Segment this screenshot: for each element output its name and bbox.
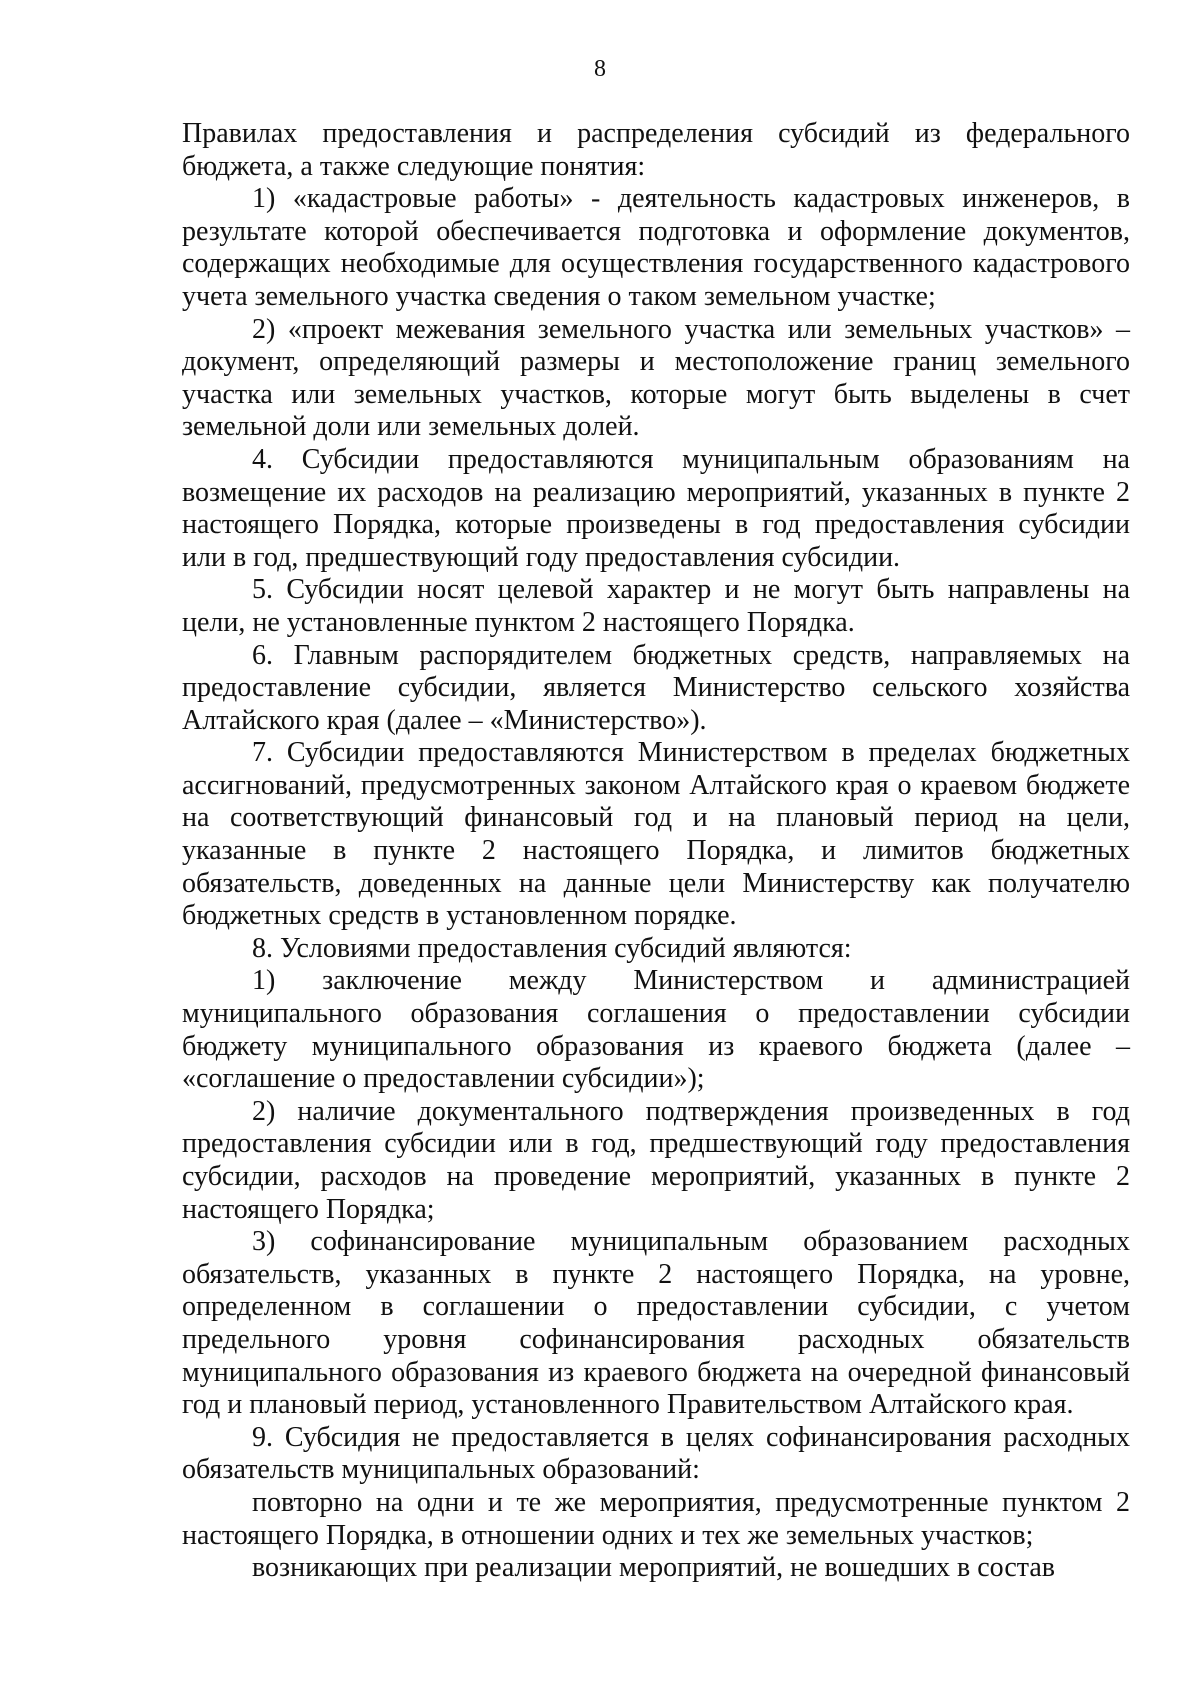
paragraph-intro-continuation: Правилах предоставления и распределения субсидий из федерального бюджета, а также следующие понятия: [182,118,1130,182]
paragraph-clause-6: 6. Главным распорядителем бюджетных средств, направляемых на предоставление субсидии, является Министерство сельского хозяйства Алтайского края (далее – «Министерство»). [182,639,1130,736]
paragraph-clause-5: 5. Субсидии носят целевой характер и не могут быть направлены на цели, не установленные пунктом 2 настоящего Порядка. [182,574,1130,638]
paragraph-clause-8-item-1: 1) заключение между Министерством и администрацией муниципального образования соглашения о предоставлении субсидии бюджету муниципального образования из краевого бюджета (далее – «соглашение о предоставлении субсидии»); [182,965,1130,1095]
document-body [182,118,1130,1585]
paragraph-definition-cadastral-works: 1) «кадастровые работы» - деятельность кадастровых инженеров, в результате которой обеспечивается подготовка и оформление документов, содержащих необходимые для осуществления государственного кадастрового учета земельного участка сведения о таком земельном участке; [182,183,1130,312]
paragraph-clause-9: 9. Субсидия не предоставляется в целях софинансирования расходных обязательств муниципальных образований: [182,1421,1130,1486]
paragraph-clause-9-item-arising: возникающих при реализации мероприятий, не вошедших в состав [252,1552,1055,1584]
paragraph-definition-land-survey-project: 2) «проект межевания земельного участка или земельных участков» – документ, определяющий размеры и местоположение границ земельного участка или земельных участков, которые могут быть выделены в счет земельной доли или земельных долей. [182,313,1130,443]
paragraph-clause-9-item-repeat: повторно на одни и те же мероприятия, предусмотренные пунктом 2 настоящего Порядка, в отношении одних и тех же земельных участков; [182,1486,1130,1551]
page-number: 8 [594,56,606,82]
paragraph-clause-8-item-2: 2) наличие документального подтверждения произведенных в год предоставления субсидии или в год, предшествующий году предоставления субсидии, расходов на проведение мероприятий, указанных в пункте 2 настоящего Порядка; [182,1095,1130,1225]
paragraph-clause-7: 7. Субсидии предоставляются Министерством в пределах бюджетных ассигнований, предусмотренных законом Алтайского края о краевом бюджете на соответствующий финансовый год и на плановый период на цели, указанные в пункте 2 настоящего Порядка, и лимитов бюджетных обязательств, доведенных на данные цели Министерству как получателю бюджетных средств в установленном порядке. [182,737,1130,932]
paragraph-clause-8: 8. Условиями предоставления субсидий являются: [252,932,852,964]
paragraph-clause-8-item-3: 3) софинансирование муниципальным образованием расходных обязательств, указанных в пункте 2 настоящего Порядка, на уровне, определенном в соглашении о предоставлении субсидии, с учетом предельного уровня софинансирования расходных обязательств муниципального образования из краевого бюджета на очередной финансовый год и плановый период, установленного Правительством Алтайского края. [182,1226,1130,1421]
paragraph-clause-4: 4. Субсидии предоставляются муниципальным образованиям на возмещение их расходов на реализацию мероприятий, указанных в пункте 2 настоящего Порядка, которые произведены в год предоставления субсидии или в год, предшествующий году предоставления субсидии. [182,443,1130,573]
